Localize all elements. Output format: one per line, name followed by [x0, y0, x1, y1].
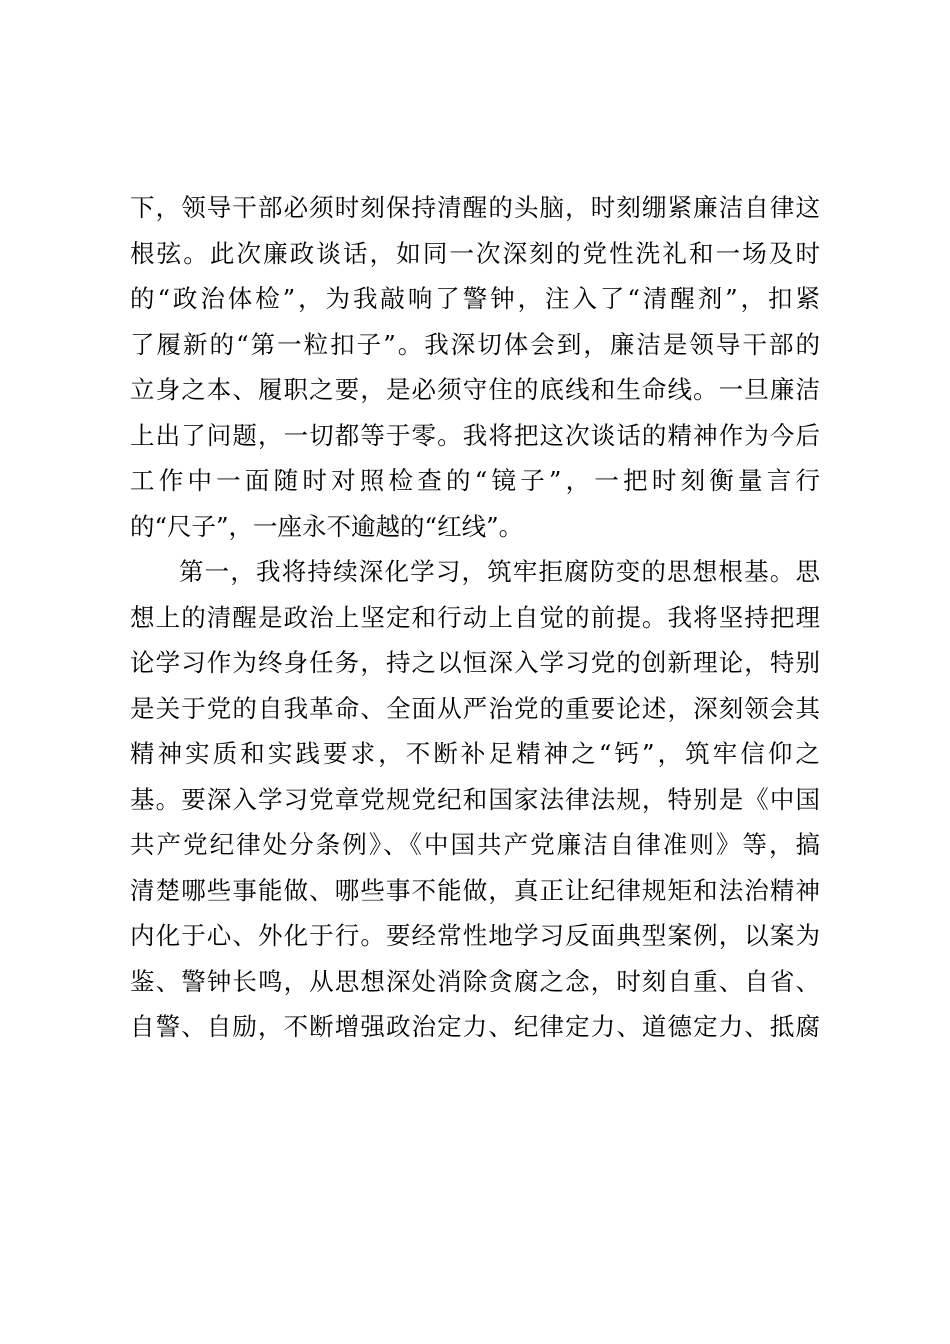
text-line: 是关于党的自我革命、全面从严治党的重要论述，深刻领会其: [130, 693, 820, 723]
text-line: 下，领导干部必须时刻保持清醒的头脑，时刻绷紧廉洁自律这: [130, 193, 820, 222]
text-line: 内化于心、外化于行。要经常性地学习反面典型案例，以案为: [130, 921, 820, 950]
body-text: [130, 185, 820, 1050]
paragraph-first-line: 第一，我将持续深化学习，筑牢拒腐防变的思想根基。思: [179, 557, 820, 586]
text-line: 精神实质和实践要求，不断补足精神之“钙”，筑牢信仰之: [130, 739, 820, 768]
text-line: 上出了问题，一切都等于零。我将把这次谈话的精神作为今后: [130, 420, 820, 450]
text-line: 自警、自励，不断增强政治定力、纪律定力、道德定力、抵腐: [130, 1012, 820, 1041]
text-line: 立身之本、履职之要，是必须守住的底线和生命线。一旦廉洁: [130, 375, 820, 404]
text-line: 鉴、警钟长鸣，从思想深处消除贪腐之念，时刻自重、自省、: [130, 966, 820, 996]
text-line: 论学习作为终身任务，持之以恒深入学习党的创新理论，特别: [130, 648, 820, 677]
text-line: 的“尺子”，一座永不逾越的“红线”。: [130, 511, 524, 541]
text-line: 想上的清醒是政治上坚定和行动上自觉的前提。我将坚持把理: [130, 602, 820, 632]
text-line: 的“政治体检”，为我敲响了警钟，注入了“清醒剂”，扣紧: [130, 284, 820, 313]
text-line: 根弦。此次廉政谈话，如同一次深刻的党性洗礼和一场及时: [130, 238, 820, 268]
text-line: 共产党纪律处分条例》、《中国共产党廉洁自律准则》等，搞: [130, 830, 820, 859]
text-line: 清楚哪些事能做、哪些事不能做，真正让纪律规矩和法治精神: [130, 875, 820, 905]
text-line: 工作中一面随时对照检查的“镜子”，一把时刻衡量言行: [130, 466, 820, 495]
text-line: 了履新的“第一粒扣子”。我深切体会到，廉洁是领导干部的: [130, 329, 820, 359]
text-line: 基。要深入学习党章党规党纪和国家法律法规，特别是《中国: [130, 784, 820, 814]
